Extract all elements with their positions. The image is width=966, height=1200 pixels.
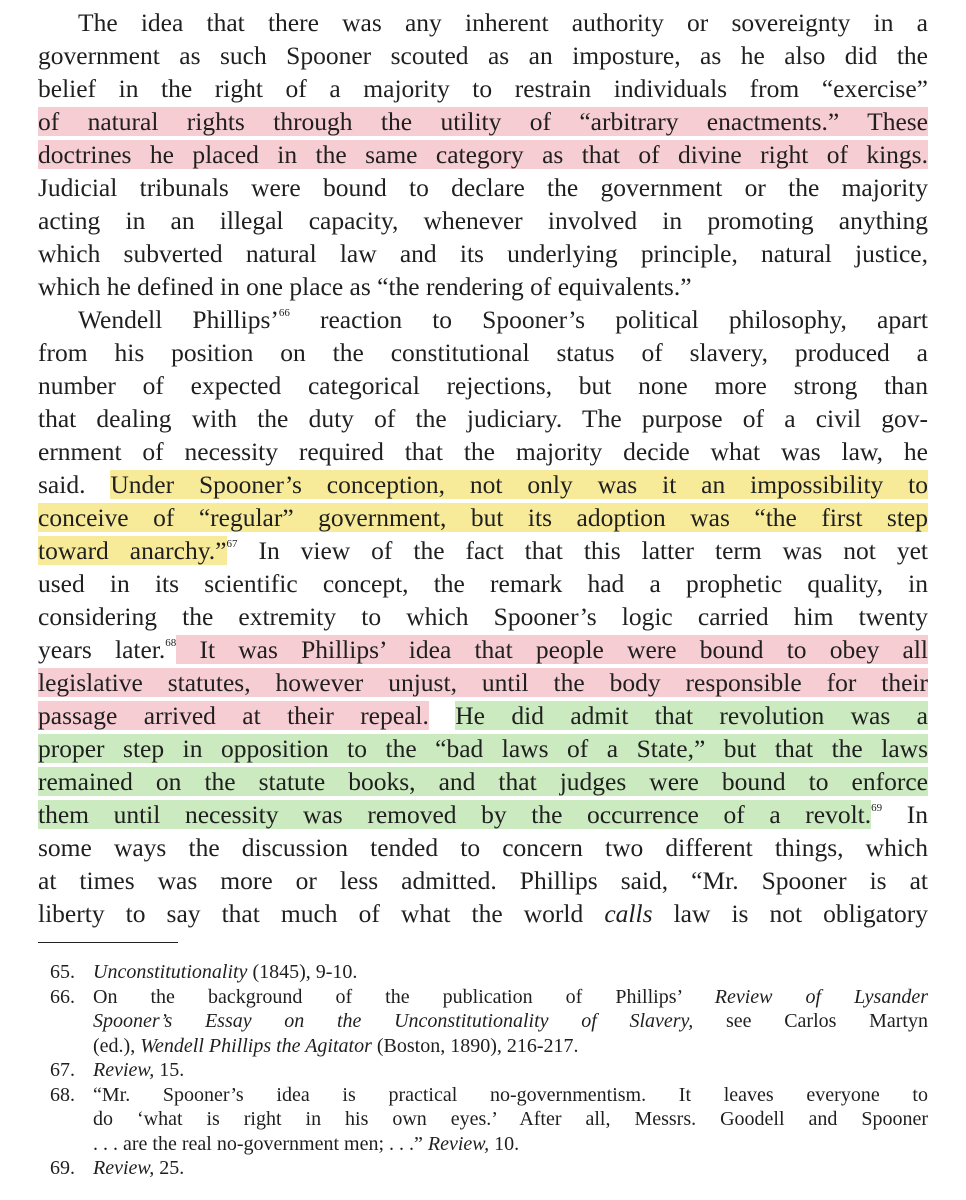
text-segment: used in its scientific concept, the remark had a prophetic quality, in: [38, 569, 928, 598]
footnote-text: [93, 1156, 928, 1181]
highlighted-text: toward anarchy.”: [38, 536, 227, 565]
highlighted-text: passage arrived at their repeal.: [38, 701, 429, 730]
footnote-number: 69.: [50, 1157, 75, 1179]
text-line: [38, 864, 928, 897]
text-line: [38, 402, 928, 435]
text-line: [38, 699, 928, 732]
text-segment: The idea that there was any inherent authority or sovereignty in a: [78, 8, 928, 37]
footnote-number: 66.: [50, 985, 75, 1008]
text-line: [38, 534, 928, 567]
text-segment: Wendell Phillips the Agitator: [140, 1034, 372, 1057]
text-segment: (ed.),: [93, 1034, 141, 1057]
text-segment: “Mr. Spooner’s idea is practical no-governmentism. It leaves everyone to: [93, 1083, 928, 1106]
text-segment: (1845), 9-10.: [247, 961, 358, 983]
footnote-line: [93, 1083, 928, 1108]
text-segment: Wendell Phillips’: [78, 305, 279, 334]
footnotes: [50, 960, 928, 1181]
text-line: [38, 897, 928, 930]
text-segment: reaction to Spooner’s political philosophy, apart: [289, 305, 928, 334]
text-line: [38, 369, 928, 402]
highlighted-text: of natural rights through the utility of “arbitrary enactments.” These: [38, 107, 928, 136]
text-segment: years later.: [38, 635, 166, 664]
text-segment: government as such Spooner scouted as an imposture, as he also did the: [38, 41, 928, 70]
footnote-line: [93, 1034, 928, 1059]
text-segment: law is not obligatory: [652, 899, 928, 928]
text-line: [38, 237, 928, 270]
footnote-line: [93, 1132, 928, 1157]
text-segment: (Boston, 1890), 216-217.: [371, 1034, 579, 1057]
text-segment: 10.: [489, 1132, 520, 1155]
text-segment: do ‘what is right in his own eyes.’ After all, Messrs. Goodell and Spooner: [93, 1108, 928, 1130]
text-segment: that dealing with the duty of the judiciary. The purpose of a civil gov-: [38, 404, 928, 433]
text-line: [38, 138, 928, 171]
text-line: [38, 633, 928, 666]
text-segment: 25.: [154, 1157, 185, 1179]
highlighted-text: remained on the statute books, and that judges were bound to enforce: [38, 767, 928, 796]
main-text: [38, 6, 928, 930]
highlighted-text: Under Spooner’s conception, not only was it an impossibility to: [110, 470, 929, 499]
text-line: [38, 435, 928, 468]
text-line: [38, 171, 928, 204]
highlighted-text: legislative statutes, however unjust, until the body responsible for their: [38, 668, 928, 697]
highlighted-text: them until necessity was removed by the occurrence of a revolt.: [38, 800, 872, 829]
text-line: [38, 600, 928, 633]
highlighted-text: proper step in opposition to the “bad laws of a State,” but that the laws: [38, 734, 928, 763]
footnote-marker: 68: [165, 637, 177, 649]
text-segment: Judicial tribunals were bound to declare the government or the majority: [38, 173, 928, 202]
highlighted-text: doctrines he placed in the same category as that of divine right of kings.: [38, 140, 928, 169]
footnote: [50, 985, 928, 1059]
text-line: [38, 567, 928, 600]
text-line: [38, 204, 928, 237]
footnote: [50, 1083, 928, 1157]
text-line: [38, 72, 928, 105]
text-line: [38, 270, 928, 303]
text-segment: Review,: [93, 1157, 155, 1179]
footnote-line: [93, 1009, 928, 1034]
text-segment: number of expected categorical rejections, but none more strong than: [38, 371, 928, 400]
text-line: [38, 468, 928, 501]
text-segment: calls: [604, 899, 653, 928]
footnote-number: 65.: [50, 961, 75, 983]
footnote-number: 68.: [50, 1083, 75, 1106]
text-segment: Review,: [427, 1132, 490, 1155]
highlighted-text: conceive of “regular” government, but its adoption was “the first step: [38, 503, 928, 532]
text-segment: Review of Lysander: [714, 985, 928, 1008]
text-segment: In: [882, 800, 928, 829]
text-segment: . . . are the real no-government men; . . .”: [93, 1132, 428, 1155]
highlighted-text: He did admit that revolution was a: [455, 701, 929, 730]
text-segment: In view of the fact that this latter term was not yet: [237, 536, 928, 565]
footnote: [50, 1156, 928, 1181]
text-line: [38, 336, 928, 369]
text-segment: 15.: [154, 1059, 185, 1081]
text-segment: from his position on the constitutional status of slavery, produced a: [38, 338, 928, 367]
text-line: [38, 831, 928, 864]
text-segment: at times was more or less admitted. Phillips said, “Mr. Spooner is at: [38, 866, 928, 895]
footnote: [50, 960, 928, 985]
footnote-text: [93, 1083, 928, 1157]
footnote-line: [93, 1058, 928, 1083]
text-line: [38, 39, 928, 72]
text-line: [38, 303, 928, 336]
text-segment: Unconstitutionality: [93, 961, 248, 983]
text-segment: Review,: [93, 1059, 155, 1081]
text-segment: which subverted natural law and its underlying principle, natural justice,: [38, 239, 928, 268]
text-segment: which he defined in one place as “the rendering of equivalents.”: [38, 272, 692, 301]
text-segment: belief in the right of a majority to restrain individuals from “exercise”: [38, 74, 928, 103]
text-segment: Spooner’s Essay on the Unconstitutionality of Slavery,: [93, 1010, 694, 1032]
text-line: [38, 798, 928, 831]
footnote-line: [93, 1107, 928, 1132]
text-line: [38, 105, 928, 138]
footnote-text: [93, 960, 928, 985]
text-segment: said.: [38, 470, 111, 499]
text-segment: liberty to say that much of what the world: [38, 899, 605, 928]
text-segment: On the background of the publication of Phillips’: [93, 985, 715, 1008]
text-segment: considering the extremity to which Spooner’s logic carried him twenty: [38, 602, 928, 631]
text-segment: some ways the discussion tended to concern two different things, which: [38, 833, 928, 862]
text-line: [38, 501, 928, 534]
text-segment: acting in an illegal capacity, whenever involved in promoting anything: [38, 206, 928, 235]
text-segment: [429, 701, 455, 730]
highlighted-text: It was Phillips’ idea that people were bound to obey all: [176, 635, 928, 664]
text-segment: ernment of necessity required that the majority decide what was law, he: [38, 437, 928, 466]
footnote-line: [93, 985, 928, 1010]
footnote-number: 67.: [50, 1059, 75, 1081]
footnote-marker: 66: [278, 307, 290, 319]
footnote-marker: 67: [226, 538, 238, 550]
footnote-rule: [38, 942, 178, 943]
footnote-text: [93, 1058, 928, 1083]
text-line: [38, 732, 928, 765]
text-line: [38, 666, 928, 699]
footnote-text: [93, 985, 928, 1059]
text-line: [38, 6, 928, 39]
footnote-marker: 69: [871, 802, 883, 814]
text-line: [38, 765, 928, 798]
footnote-line: [93, 1156, 928, 1181]
footnote: [50, 1058, 928, 1083]
footnote-line: [93, 960, 928, 985]
text-segment: see Carlos Martyn: [693, 1010, 928, 1032]
